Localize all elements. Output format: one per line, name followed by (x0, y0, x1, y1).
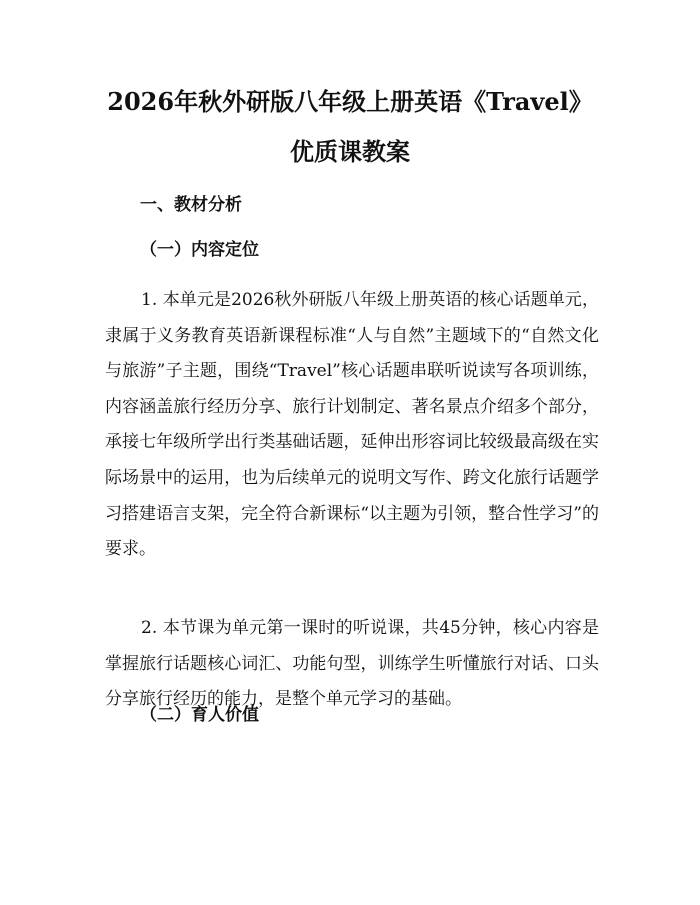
document-title-line-2: 优质课教案 (290, 137, 410, 166)
paragraph-lesson-overview: 2. 本节课为单元第一课时的听说课，共45分钟，核心内容是掌握旅行话题核心词汇、功能句型，训练学生听懂旅行对话、口头分享旅行经历的能力，是整个单元学习的基础。 (105, 618, 599, 710)
subsection-heading-educational-value: （二）育人价值 (140, 705, 259, 725)
section-heading-textbook-analysis: 一、教材分析 (140, 195, 242, 215)
paragraph-unit-overview: 1. 本单元是2026秋外研版八年级上册英语的核心话题单元，隶属于义务教育英语新课程标准“人与自然”主题域下的“自然文化与旅游”子主题，围绕“Travel”核心话题串联听说读写各项训练，内容涵盖旅行经历分享、旅行计划制定、著名景点介绍多个部分，承接七年级所学出行类基础话题，延伸出形容词比较级最高级在实际场景中的运用，也为后续单元的说明文写作、跨文化旅行话题学习搭建语言支架，完全符合新课标“以主题为引领，整合性学习”的要求。 (105, 290, 599, 560)
subsection-heading-content-positioning: （一）内容定位 (140, 240, 259, 260)
document-title-line-1: 2026年秋外研版八年级上册英语《Travel》 (107, 87, 593, 116)
